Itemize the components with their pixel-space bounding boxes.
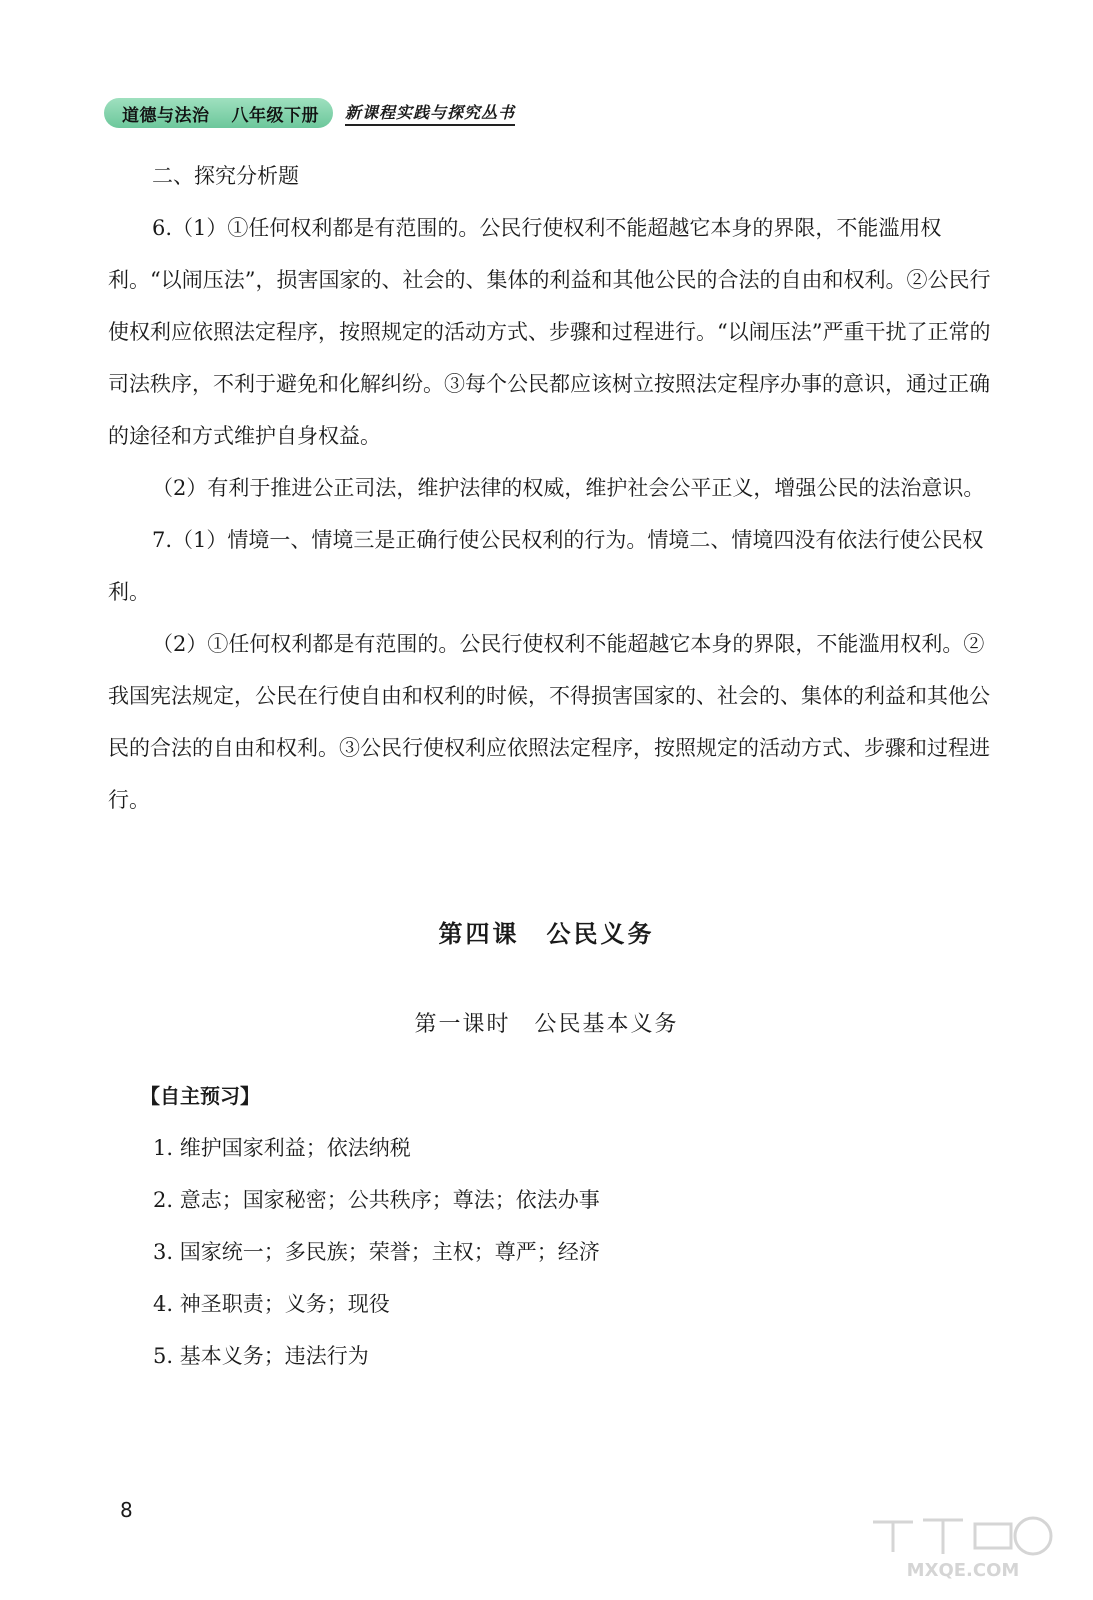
list-item: 5. 基本义务；违法行为	[153, 1344, 369, 1368]
list-item: 2. 意志；国家秘密；公共秩序；尊法；依法办事	[153, 1188, 600, 1212]
page-number: 8	[120, 1498, 133, 1522]
preview-label: 【自主预习】	[140, 1084, 260, 1108]
list-item: 3. 国家统一；多民族；荣誉；主权；尊严；经济	[153, 1240, 600, 1264]
section-heading: 二、探究分析题	[152, 164, 299, 188]
grade-label: 八年级下册	[231, 105, 319, 126]
series-label: 新课程实践与探究丛书	[345, 100, 515, 126]
answer-q7-part1: 7.（1）情境一、情境三是正确行使公民权利的行为。情境二、情境四没有依法行使公民权利。	[108, 528, 984, 604]
answer-q6-part1: 6.（1）①任何权利都是有范围的。公民行使权利不能超越它本身的界限，不能滥用权利。“以闹压法”，损害国家的、社会的、集体的利益和其他公民的合法的自由和权利。②公民行使权利应依照法定程序，按照规定的活动方式、步骤和过程进行。“以闹压法”严重干扰了正常的司法秩序，不利于避免和化解纠纷。③每个公民都应该树立按照法定程序办事的意识，通过正确的途径和方式维护自身权益。	[108, 216, 991, 448]
watermark-text: MXQE.COM	[906, 1560, 1020, 1581]
watermark-logo	[863, 1512, 1063, 1582]
subject-badge	[104, 98, 333, 128]
answer-body	[108, 150, 996, 826]
subject-label: 道德与法治	[122, 105, 210, 126]
answer-q7-part2: （2）①任何权利都是有范围的。公民行使权利不能超越它本身的界限，不能滥用权利。②我国宪法规定，公民在行使自由和权利的时候，不得损害国家的、社会的、集体的利益和其他公民的合法的自由和权利。③公民行使权利应依照法定程序，按照规定的活动方式、步骤和过程进行。	[108, 632, 990, 812]
list-item: 1. 维护国家利益；依法纳税	[153, 1136, 411, 1160]
answer-q6-part2: （2）有利于推进公正司法，维护法律的权威，维护社会公平正义，增强公民的法治意识。	[152, 476, 985, 500]
running-header	[104, 97, 515, 129]
list-item: 4. 神圣职责；义务；现役	[153, 1292, 390, 1316]
period-title: 第一课时 公民基本义务	[414, 1012, 679, 1037]
preview-answers-list	[153, 1122, 600, 1382]
lesson-title: 第四课 公民义务	[438, 920, 655, 948]
